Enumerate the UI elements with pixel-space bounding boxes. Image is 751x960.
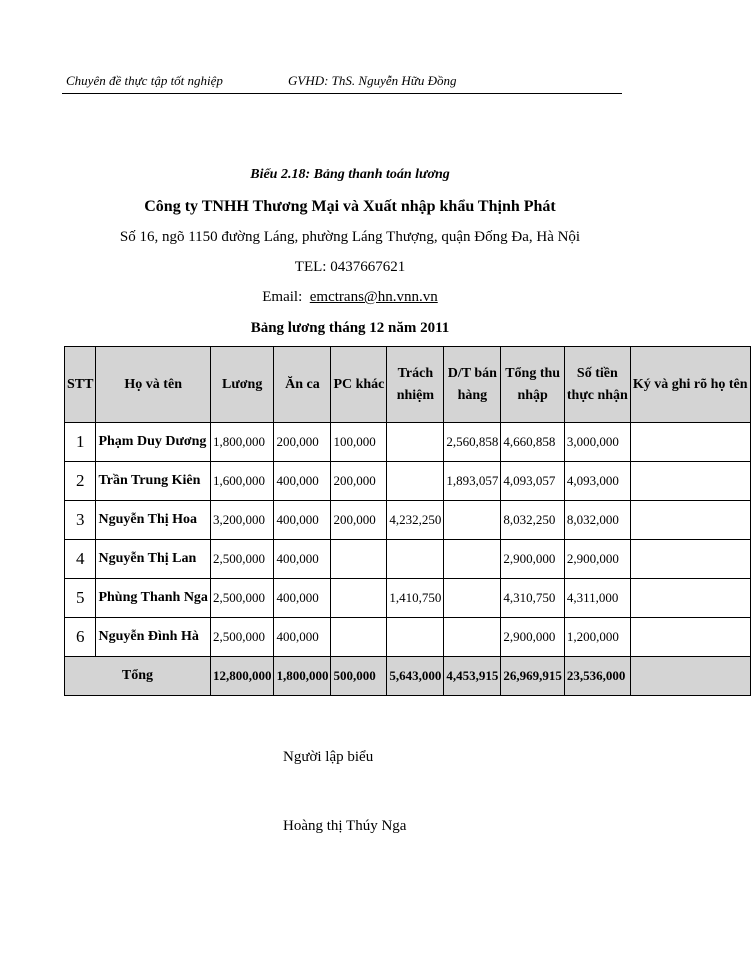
table-cell [331,540,387,579]
table-row [65,579,751,618]
table-cell: 1,893,057 [444,462,501,501]
table-cell: 2,900,000 [501,618,565,657]
table-cell [387,618,444,657]
column-header-line1: Tổng thu [505,365,561,381]
total-value-cell: 4,453,915 [444,657,501,696]
company-name: Công ty TNHH Thương Mại và Xuất nhập khẩu Thịnh Phát [144,198,556,215]
table-cell: 4,311,000 [564,579,630,618]
column-header-line1: PC khác [333,376,385,392]
table-cell: 200,000 [331,462,387,501]
column-header-line1: Ăn ca [285,376,320,392]
header-divider [62,93,622,94]
table-row [65,618,751,657]
total-value-cell: 12,800,000 [210,657,274,696]
table-cell: 400,000 [274,462,331,501]
table-cell [387,462,444,501]
table-cell [444,501,501,540]
table-row [65,501,751,540]
employee-name-cell: Trần Trung Kiên [96,462,210,501]
column-header-line2: nhiệm [396,387,435,403]
total-value-cell: 26,969,915 [501,657,565,696]
column-header [387,347,444,423]
column-header-line2: thực nhận [566,387,628,403]
column-header-line2: hàng [457,387,488,403]
table-cell: 8,032,250 [501,501,565,540]
column-header [331,347,387,423]
table-cell [331,579,387,618]
table-cell: 400,000 [274,501,331,540]
table-cell: 4,093,000 [564,462,630,501]
table-cell [630,423,750,462]
table-cell: 1,800,000 [210,423,274,462]
total-value-cell: 1,800,000 [274,657,331,696]
table-cell: 2,500,000 [210,618,274,657]
total-value-cell: 23,536,000 [564,657,630,696]
table-body [65,423,751,657]
column-header [444,347,501,423]
table-cell: 1,600,000 [210,462,274,501]
table-row [65,423,751,462]
column-header-line1: Lương [222,376,263,392]
total-label-cell: Tổng [65,657,211,696]
email-label: Email: [262,289,303,305]
table-cell: 400,000 [274,579,331,618]
table-cell: 400,000 [274,618,331,657]
table-cell: 4,232,250 [387,501,444,540]
table-cell [630,501,750,540]
header-topic: Chuyên đề thực tập tốt nghiệp [66,73,223,88]
table-cell: 400,000 [274,540,331,579]
table-cell: 2,900,000 [501,540,565,579]
table-cell: 4,660,858 [501,423,565,462]
table-cell: 1,410,750 [387,579,444,618]
table-cell: 2,500,000 [210,579,274,618]
total-value-cell: 500,000 [331,657,387,696]
column-header [96,347,210,423]
row-number-cell: 5 [65,579,96,618]
table-cell [630,618,750,657]
row-number-cell: 4 [65,540,96,579]
table-cell: 100,000 [331,423,387,462]
column-header-line1: Số tiền [576,365,618,381]
total-value-cell: 5,643,000 [387,657,444,696]
table-row [65,462,751,501]
table-cell: 4,093,057 [501,462,565,501]
signer-name: Hoàng thị Thúy Nga [283,818,407,834]
company-tel: TEL: 0437667621 [294,259,406,275]
row-number-cell: 1 [65,423,96,462]
company-address: Số 16, ngõ 1150 đường Láng, phường Láng Thượng, quận Đống Đa, Hà Nội [119,229,581,245]
total-value-cell [630,657,750,696]
row-number-cell: 6 [65,618,96,657]
table-cell [387,540,444,579]
table-cell [630,462,750,501]
payroll-table [64,346,751,696]
column-header [274,347,331,423]
table-cell [630,579,750,618]
employee-name-cell: Phùng Thanh Nga [96,579,210,618]
table-cell: 200,000 [331,501,387,540]
table-cell [331,618,387,657]
column-header [501,347,565,423]
table-cell: 3,000,000 [564,423,630,462]
table-total-row [65,657,751,696]
table-cell [444,540,501,579]
employee-name-cell: Nguyễn Thị Hoa [96,501,210,540]
column-header [65,347,96,423]
table-cell [387,423,444,462]
employee-name-cell: Phạm Duy Dương [96,423,210,462]
column-header-line1: Trách [397,365,434,381]
table-cell: 2,560,858 [444,423,501,462]
column-header [564,347,630,423]
table-cell: 2,500,000 [210,540,274,579]
header-advisor: GVHD: ThS. Nguyễn Hữu Đồng [288,73,457,88]
table-cell: 8,032,000 [564,501,630,540]
email-address: emctrans@hn.vnn.vn [309,289,438,305]
signer-title: Người lập biểu [283,749,374,765]
employee-name-cell: Nguyễn Thị Lan [96,540,210,579]
column-header [630,347,750,423]
column-header-line1: D/T bán [447,365,497,381]
table-cell [630,540,750,579]
column-header-line1: STT [67,376,94,392]
table-header-row [65,347,751,423]
document-caption: Biểu 2.18: Bảng thanh toán lương [250,167,450,182]
table-cell [444,618,501,657]
column-header-line1: Ký và ghi rõ họ tên [632,376,748,392]
column-header [210,347,274,423]
payroll-sheet-title: Bảng lương tháng 12 năm 2011 [250,320,450,336]
column-header-line1: Họ và tên [124,376,182,392]
row-number-cell: 2 [65,462,96,501]
row-number-cell: 3 [65,501,96,540]
table-row [65,540,751,579]
table-cell: 3,200,000 [210,501,274,540]
table-cell [444,579,501,618]
employee-name-cell: Nguyễn Đình Hà [96,618,210,657]
table-cell: 4,310,750 [501,579,565,618]
table-cell: 200,000 [274,423,331,462]
table-cell: 1,200,000 [564,618,630,657]
column-header-line2: nhập [517,387,548,403]
company-email [0,289,700,306]
table-cell: 2,900,000 [564,540,630,579]
